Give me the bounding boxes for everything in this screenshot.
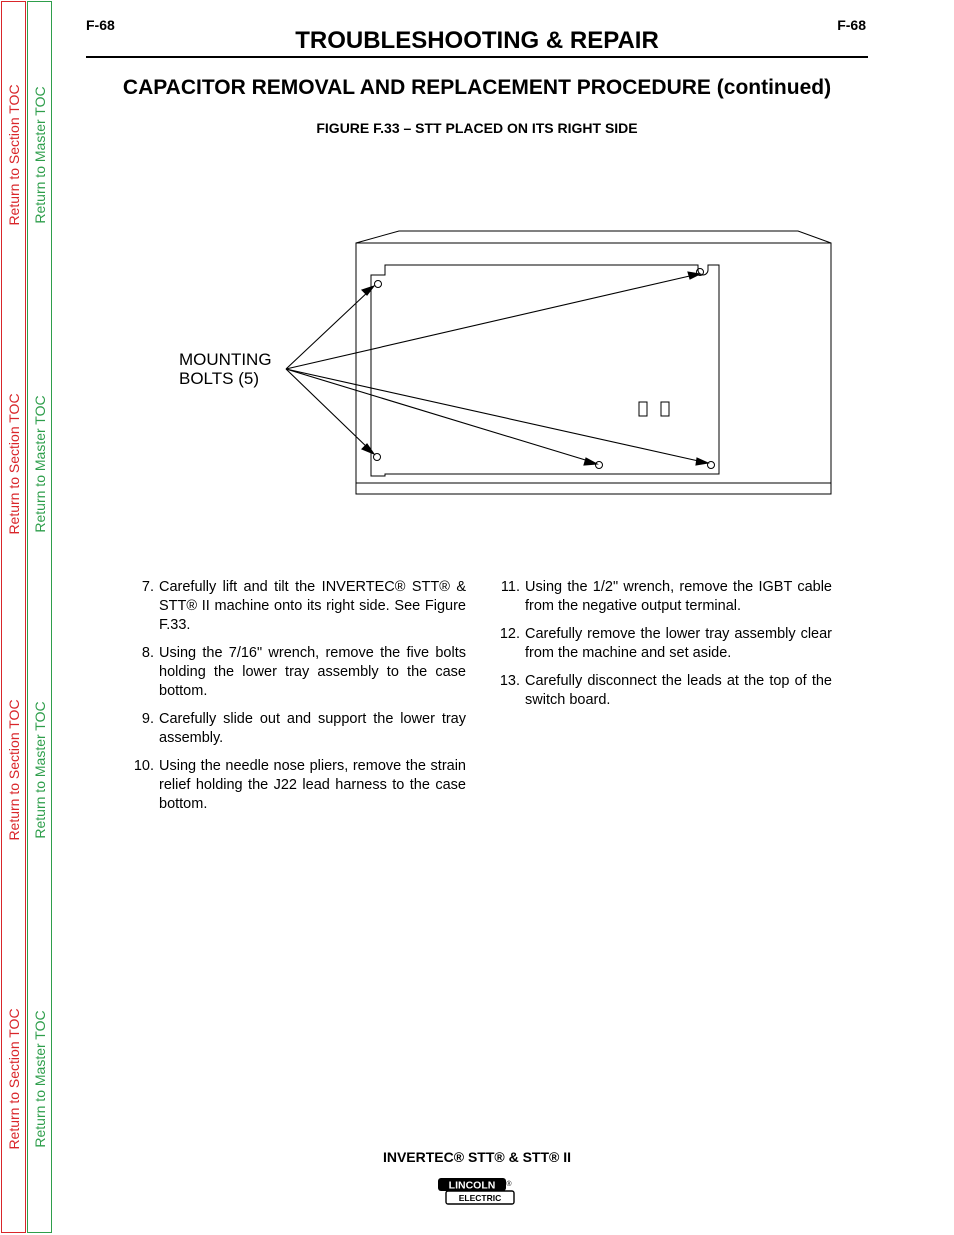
- list-item: 11. Using the 1/2" wrench, remove the IGBT cable from the negative output terminal.: [500, 579, 832, 614]
- list-item: 8. Using the 7/16" wrench, remove the five bolts holding the lower tray assembly to the case bottom.: [141, 645, 466, 699]
- list-item: 13. Carefully disconnect the leads at the top of the switch board.: [499, 673, 832, 708]
- list-item: 7. Carefully lift and tilt the INVERTEC® STT® & STT® II machine onto its right side. See Figure F.33.: [141, 579, 466, 633]
- callout-line-2: BOLTS (5): [179, 369, 259, 388]
- figure-caption: FIGURE F.33 – STT PLACED ON ITS RIGHT SIDE: [316, 120, 638, 136]
- return-section-toc-link[interactable]: Return to Section TOC: [5, 1008, 22, 1150]
- procedure-steps-left: [126, 578, 466, 823]
- return-master-toc-link[interactable]: Return to Master TOC: [31, 86, 48, 224]
- footer-model-name: INVERTEC® STT® & STT® II: [382, 1149, 572, 1165]
- mounting-bolts-callout: [179, 350, 272, 388]
- page-title: TROUBLESHOOTING & REPAIR: [295, 27, 659, 54]
- svg-text:LINCOLN: LINCOLN: [448, 1179, 496, 1192]
- return-section-toc-link[interactable]: Return to Section TOC: [5, 84, 22, 226]
- return-section-toc-link[interactable]: Return to Section TOC: [5, 393, 22, 535]
- section-title: CAPACITOR REMOVAL AND REPLACEMENT PROCEDURE (continued): [122, 76, 832, 99]
- page-number-right: F-68: [837, 17, 866, 33]
- return-master-toc-link[interactable]: Return to Master TOC: [31, 701, 48, 839]
- page-number-left: F-68: [86, 17, 115, 33]
- procedure-steps-right: [492, 578, 832, 719]
- return-section-toc-link[interactable]: Return to Section TOC: [5, 699, 22, 841]
- callout-line-1: MOUNTING: [179, 350, 272, 369]
- svg-text:ELECTRIC: ELECTRIC: [458, 1193, 502, 1203]
- list-item: 9. Carefully slide out and support the lower tray assembly.: [141, 711, 466, 746]
- stt-right-side-diagram: [0, 0, 954, 560]
- lincoln-electric-logo: [436, 1176, 516, 1206]
- return-master-toc-link[interactable]: Return to Master TOC: [31, 1010, 48, 1148]
- list-item: 12. Carefully remove the lower tray assembly clear from the machine and set aside.: [499, 626, 832, 661]
- list-item: 10. Using the needle nose pliers, remove the strain relief holding the J22 lead harness to the case bottom.: [133, 758, 466, 812]
- svg-text:®: ®: [506, 1181, 512, 1188]
- return-master-toc-link[interactable]: Return to Master TOC: [31, 395, 48, 533]
